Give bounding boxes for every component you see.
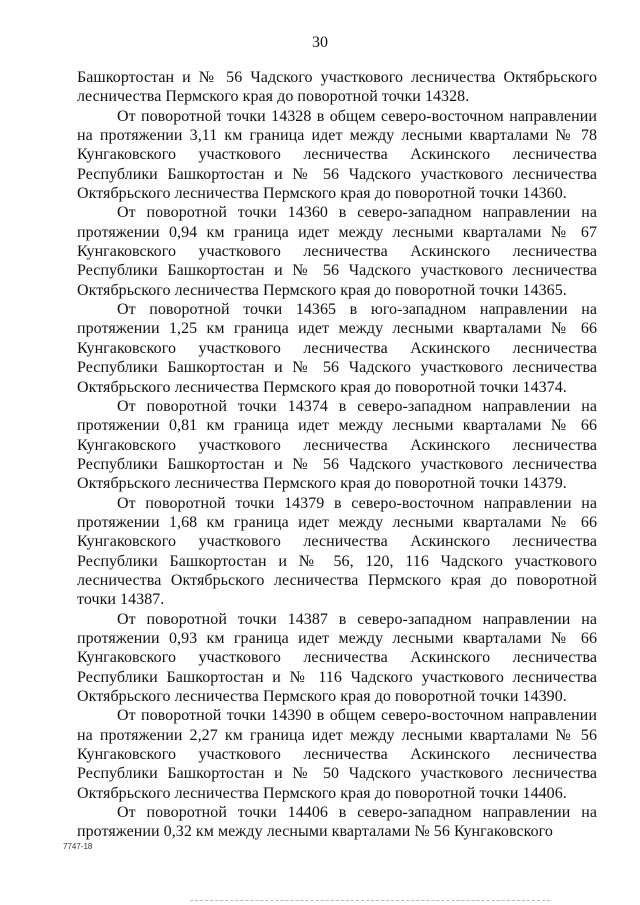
paragraph: От поворотной точки 14390 в общем северо-восточном направлении на протяжении 2,27 км граница идет между лесными кварталами № 56 Кунгаковского участкового лесничества Аскинского лесничества Республики Башкортостан и № 50 Чадского участкового лесничества Октябрьского лесничества Пермского края до поворотной точки 14406.: [77, 707, 597, 802]
page-edge-divider: [190, 900, 550, 902]
paragraph: Башкортостан и № 56 Чадского участкового лесничества Октябрьского лесничества Пермского края до поворотной точки 14328.: [77, 69, 597, 106]
paragraph: От поворотной точки 14360 в северо-западном направлении на протяжении 0,94 км граница идет между лесными кварталами № 67 Кунгаковского участкового лесничества Аскинского лесничества Республики Башкортостан и № 56 Чадского участкового лесничества Октябрьского лесничества Пермского края до поворотной точки 14365.: [77, 204, 597, 299]
paragraph: От поворотной точки 14387 в северо-западном направлении на протяжении 0,93 км граница идет между лесными кварталами № 66 Кунгаковского участкового лесничества Аскинского лесничества Республики Башкортостан и № 116 Чадского участкового лесничества Октябрьского лесничества Пермского края до поворотной точки 14390.: [77, 610, 597, 705]
page-number: 30: [312, 34, 328, 51]
paragraph: От поворотной точки 14328 в общем северо-восточном направлении на протяжении 3,11 км граница идет между лесными кварталами № 78 Кунгаковского участкового лесничества Аскинского лесничества Республики Башкортостан и № 56 Чадского участкового лесничества Октябрьского лесничества Пермского края до поворотной точки 14360.: [77, 107, 597, 203]
document-body: [77, 68, 597, 842]
paragraph: От поворотной точки 14374 в северо-западном направлении на протяжении 0,81 км граница идет между лесными кварталами № 66 Кунгаковского участкового лесничества Аскинского лесничества Республики Башкортостан и № 56 Чадского участкового лесничества Октябрьского лесничества Пермского края до поворотной точки 14379.: [77, 397, 597, 493]
paragraph: От поворотной точки 14379 в северо-восточном направлении на протяжении 1,68 км граница идет между лесными кварталами № 66 Кунгаковского участкового лесничества Аскинского лесничества Республики Башкортостан и № 56, 120, 116 Чадского участкового лесничества Октябрьского лесничества Пермского края до поворотной точки 14387.: [77, 494, 597, 609]
paragraph: От поворотной точки 14406 в северо-западном направлении на протяжении 0,32 км между лесными кварталами № 56 Кунгаковского: [77, 804, 597, 841]
document-code: 7747-18: [63, 842, 93, 851]
paragraph: От поворотной точки 14365 в юго-западном направлении на протяжении 1,25 км граница идет между лесными кварталами № 66 Кунгаковского участкового лесничества Аскинского лесничества Республики Башкортостан и № 56 Чадского участкового лесничества Октябрьского лесничества Пермского края до поворотной точки 14374.: [77, 301, 597, 396]
